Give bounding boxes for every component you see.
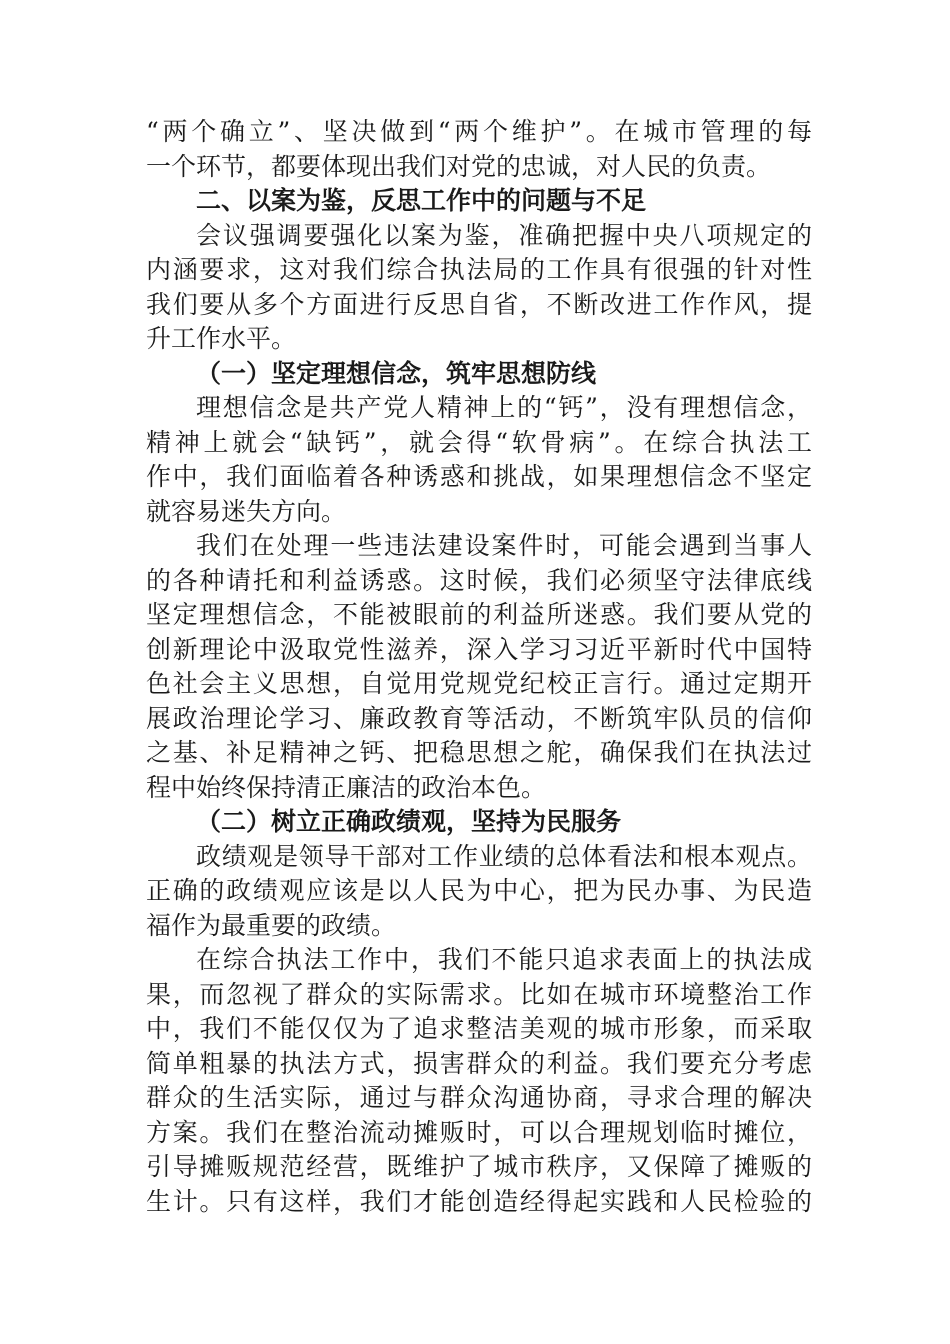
paragraph-line: 作中，我们面临着各种诱惑和挑战，如果理想信念不坚定 xyxy=(146,462,812,491)
paragraph-line: 升工作水平。 xyxy=(146,324,297,353)
paragraph-line: 坚定理想信念，不能被眼前的利益所迷惑。我们要从党的 xyxy=(146,600,812,629)
paragraph-line: 理想信念是共产党人精神上的“钙”，没有理想信念， xyxy=(196,393,812,422)
paragraph-line: 之基、补足精神之钙、把稳思想之舵，确保我们在执法过 xyxy=(146,738,812,767)
paragraph-line: 生计。只有这样，我们才能创造经得起实践和人民检验的 xyxy=(146,1186,812,1216)
paragraph-line: 会议强调要强化以案为鉴，准确把握中央八项规定的 xyxy=(196,220,812,250)
paragraph-line: 政绩观是领导干部对工作业绩的总体看法和根本观点。 xyxy=(196,841,812,871)
paragraph-line: 简单粗暴的执法方式，损害群众的利益。我们要充分考虑 xyxy=(146,1048,812,1078)
paragraph-line: 的各种请托和利益诱惑。这时候，我们必须坚守法律底线 xyxy=(146,565,812,595)
subsection-heading: （二）树立正确政绩观，坚持为民服务 xyxy=(196,807,622,836)
subsection-heading: （一）坚定理想信念，筑牢思想防线 xyxy=(196,358,597,388)
paragraph-line: 色社会主义思想，自觉用党规党纪校正言行。通过定期开 xyxy=(146,669,812,698)
paragraph-line: 群众的生活实际，通过与群众沟通协商，寻求合理的解决 xyxy=(146,1083,812,1112)
paragraph-line: 程中始终保持清正廉洁的政治本色。 xyxy=(146,772,547,802)
paragraph-line: 果，而忽视了群众的实际需求。比如在城市环境整治工作 xyxy=(146,979,812,1009)
paragraph-line: 创新理论中汲取党性滋养，深入学习习近平新时代中国特 xyxy=(146,634,812,664)
section-heading: 二、以案为鉴，反思工作中的问题与不足 xyxy=(196,186,647,215)
paragraph-line: 方案。我们在整治流动摊贩时，可以合理规划临时摊位， xyxy=(146,1117,812,1147)
paragraph-line: 我们要从多个方面进行反思自省，不断改进工作作风，提 xyxy=(146,289,812,319)
paragraph-line: 我们在处理一些违法建设案件时，可能会遇到当事人 xyxy=(196,531,812,560)
paragraph-line: 内涵要求，这对我们综合执法局的工作具有很强的针对性 xyxy=(146,255,812,284)
paragraph-line: 福作为最重要的政绩。 xyxy=(146,910,397,940)
paragraph-line: 引导摊贩规范经营，既维护了城市秩序，又保障了摊贩的 xyxy=(146,1152,812,1181)
paragraph-line: 中，我们不能仅仅为了追求整洁美观的城市形象，而采取 xyxy=(146,1014,812,1043)
paragraph-line: 展政治理论学习、廉政教育等活动，不断筑牢队员的信仰 xyxy=(146,703,812,733)
paragraph-line: “两个确立”、坚决做到“两个维护”。在城市管理的每 xyxy=(146,117,812,146)
document-body xyxy=(146,115,812,1219)
paragraph-line: 正确的政绩观应该是以人民为中心，把为民办事、为民造 xyxy=(146,876,812,905)
paragraph-line: 一个环节，都要体现出我们对党的忠诚，对人民的负责。 xyxy=(146,151,772,181)
paragraph-line: 精神上就会“缺钙”，就会得“软骨病”。在综合执法工 xyxy=(146,427,812,457)
paragraph-line: 就容易迷失方向。 xyxy=(146,496,347,526)
paragraph-line: 在综合执法工作中，我们不能只追求表面上的执法成 xyxy=(196,945,812,974)
